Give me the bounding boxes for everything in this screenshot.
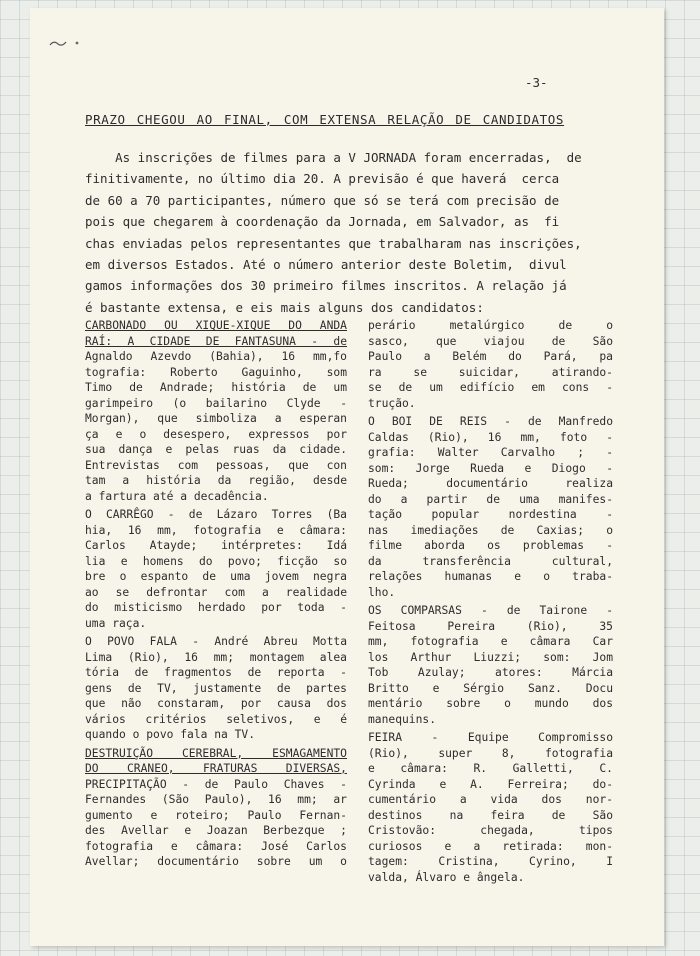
entry-line: do a partir de uma manifes- — [368, 492, 613, 506]
right-column — [368, 318, 613, 888]
entry-line: cumentário a vida dos nor- — [368, 793, 613, 806]
film-entry-carbonado — [85, 318, 347, 504]
entry-line: garimpeiro (o bailarino Clyde - — [85, 396, 347, 410]
film-title-line: RAÍ: A CIDADE DE FANTASUNA - de — [85, 334, 347, 348]
film-entry-feira — [368, 730, 613, 885]
film-entry-o-povo-fala — [85, 634, 347, 743]
entry-line: sasco, que viajou de São — [368, 334, 613, 348]
entry-line: Paulo a Belém do Pará, pa — [368, 350, 613, 363]
entry-line: ça e o desespero, expressos por — [85, 427, 347, 441]
entry-line: destinos na feira de São — [368, 808, 613, 822]
entry-line: tação popular nordestina - — [368, 508, 613, 521]
intro-paragraph — [85, 147, 620, 318]
entry-line: Tob Azulay; atores: Márcia — [368, 666, 613, 679]
film-title-line: PRECIPITAÇÃO - de Paulo Chaves - — [85, 777, 347, 791]
entry-line: tória de fragmentos de reporta - — [85, 666, 347, 679]
entry-line: Morgan), que simboliza a esperan — [85, 412, 347, 425]
entry-line: filme aborda os problemas - — [368, 539, 613, 552]
entry-line: Cristovão: chegada, tipos — [368, 824, 613, 837]
entry-line: mentário sobre o mundo dos — [368, 697, 613, 710]
entry-line: ao se defrontar com a realidade — [85, 585, 347, 599]
film-title-line: DO CRANEO, FRATURAS DIVERSAS, — [85, 762, 347, 775]
entry-line: ra se suicidar, atirando- — [368, 365, 613, 379]
entry-line: Carlos Atayde; intérpretes: Idá — [85, 539, 347, 552]
entry-line: Agnaldo Azevdo (Bahia), 16 mm,fo — [85, 350, 347, 363]
entry-line: sua dança e pelas ruas da cidade. — [85, 443, 347, 456]
entry-line: vários critérios seletivos, e é — [85, 712, 347, 726]
entry-line: a fartura até a decadência. — [85, 489, 269, 503]
film-title-line: O BOI DE REIS - de Manfredo — [368, 415, 613, 428]
film-entry-o-boi-de-reis — [368, 414, 613, 600]
page-number: -3- — [525, 75, 548, 90]
intro-line: finitivamente, no último dia 20. A previsão é que haverá cerca — [85, 171, 560, 187]
film-title-line: O CARRÊGO - de Lázaro Torres (Ba — [85, 508, 347, 521]
intro-line: é bastante extensa, e eis mais alguns dos candidatos: — [85, 299, 484, 315]
film-entry-o-carrego — [85, 507, 347, 631]
entry-line: perário metalúrgico de o — [368, 319, 613, 332]
entry-line: (Rio), super 8, fotografia — [368, 746, 613, 760]
entry-line: Cyrinda e A. Ferreira; do- — [368, 777, 613, 791]
entry-line: tografia: Roberto Gaguinho, som — [85, 365, 347, 379]
entry-line: se de um edifício em cons - — [368, 381, 613, 394]
entry-line: fotografia e câmara: José Carlos — [85, 839, 347, 853]
entry-line: gumento e roteiro; Paulo Fernan- — [85, 808, 347, 822]
entry-line: tam a história da região, desde — [85, 474, 347, 487]
intro-line: As inscrições de filmes para a V JORNADA foram encerradas, de — [85, 150, 582, 165]
entry-line: quando o povo fala na TV. — [85, 728, 256, 741]
entry-line: lia e homens do povo; ficção so — [85, 554, 347, 568]
entry-line: Britto e Sérgio Sanz. Docu — [368, 681, 613, 695]
entry-line: lho. — [368, 585, 396, 599]
entry-line: valda, Álvaro e ângela. — [368, 870, 525, 884]
entry-line: Rueda; documentário realiza — [368, 477, 613, 490]
film-title-line: CARBONADO OU XIQUE-XIQUE DO ANDA — [85, 319, 347, 332]
entry-line: da transferência cultural, — [368, 554, 613, 568]
entry-line: grafia: Walter Carvalho ; - — [368, 446, 613, 459]
entry-line: uma raça. — [85, 616, 147, 630]
pen-mark — [48, 36, 88, 48]
left-column — [85, 318, 347, 873]
entry-line: que não constaram, por causa dos — [85, 697, 347, 710]
intro-line: gamos informações dos 30 primeiro filmes inscritos. A relação já — [85, 278, 567, 294]
entry-line: Avellar; documentário sobre um o — [85, 855, 347, 868]
article-heading: PRAZO CHEGOU AO FINAL, COM EXTENSA RELAÇÃO DE CANDIDATOS — [85, 112, 565, 127]
entry-line: Caldas (Rio), 16 mm, foto - — [368, 430, 613, 444]
entry-line: Fernandes (São Paulo), 16 mm; ar — [85, 793, 347, 806]
entry-line: Timo de Andrade; história de um — [85, 381, 347, 394]
film-entry-os-comparsas — [368, 603, 613, 727]
entry-line: Entrevistas com pessoas, que con — [85, 458, 347, 472]
entry-line: tagem: Cristina, Cyrino, I — [368, 855, 613, 868]
intro-line: pois que chegarem à coordenação da Jornada, em Salvador, as fi — [85, 214, 560, 230]
entry-line: bre o espanto de uma jovem negra — [85, 570, 347, 583]
entry-line: hia, 16 mm, fotografia e câmara: — [85, 523, 347, 537]
entry-line: nas imediações de Caxias; o — [368, 523, 613, 537]
entry-line: Feitosa Pereira (Rio), 35 — [368, 619, 613, 633]
film-title-line: DESTRUIÇÃO CEREBRAL, ESMAGAMENTO — [85, 746, 347, 760]
intro-line: chas enviadas pelos representantes que trabalharam nas inscrições, — [85, 235, 582, 251]
entry-line: manequins. — [368, 712, 437, 726]
entry-line: relações humanas e o traba- — [368, 570, 613, 583]
entry-line: e câmara: R. Galletti, C. — [368, 762, 613, 775]
intro-line: em diversos Estados. Até o número anterior deste Boletim, divul — [85, 256, 567, 272]
entry-line: do misticismo herdado por toda - — [85, 601, 347, 614]
film-entry-continuation — [368, 318, 613, 411]
entry-line: los Arthur Liuzzi; som: Jom — [368, 650, 613, 664]
entry-line: curiosos e a retirada: mon- — [368, 839, 613, 853]
film-title-line: O POVO FALA - André Abreu Motta — [85, 635, 347, 648]
entry-line: trução. — [368, 396, 416, 410]
film-title-line: OS COMPARSAS - de Tairone - — [368, 604, 613, 617]
film-title-line: FEIRA - Equipe Compromisso — [368, 731, 613, 744]
entry-line: Lima (Rio), 16 mm; montagem alea — [85, 650, 347, 664]
entry-line: mm, fotografia e câmara Car — [368, 635, 613, 648]
entry-line: som: Jorge Rueda e Diogo - — [368, 461, 613, 475]
entry-line: des Avellar e Joazan Berbezque ; — [85, 824, 347, 837]
intro-line: de 60 a 70 participantes, número que só se terá com precisão de — [85, 192, 560, 208]
film-entry-destruicao-cerebral — [85, 746, 347, 870]
entry-line: gens de TV, justamente de partes — [85, 681, 347, 695]
